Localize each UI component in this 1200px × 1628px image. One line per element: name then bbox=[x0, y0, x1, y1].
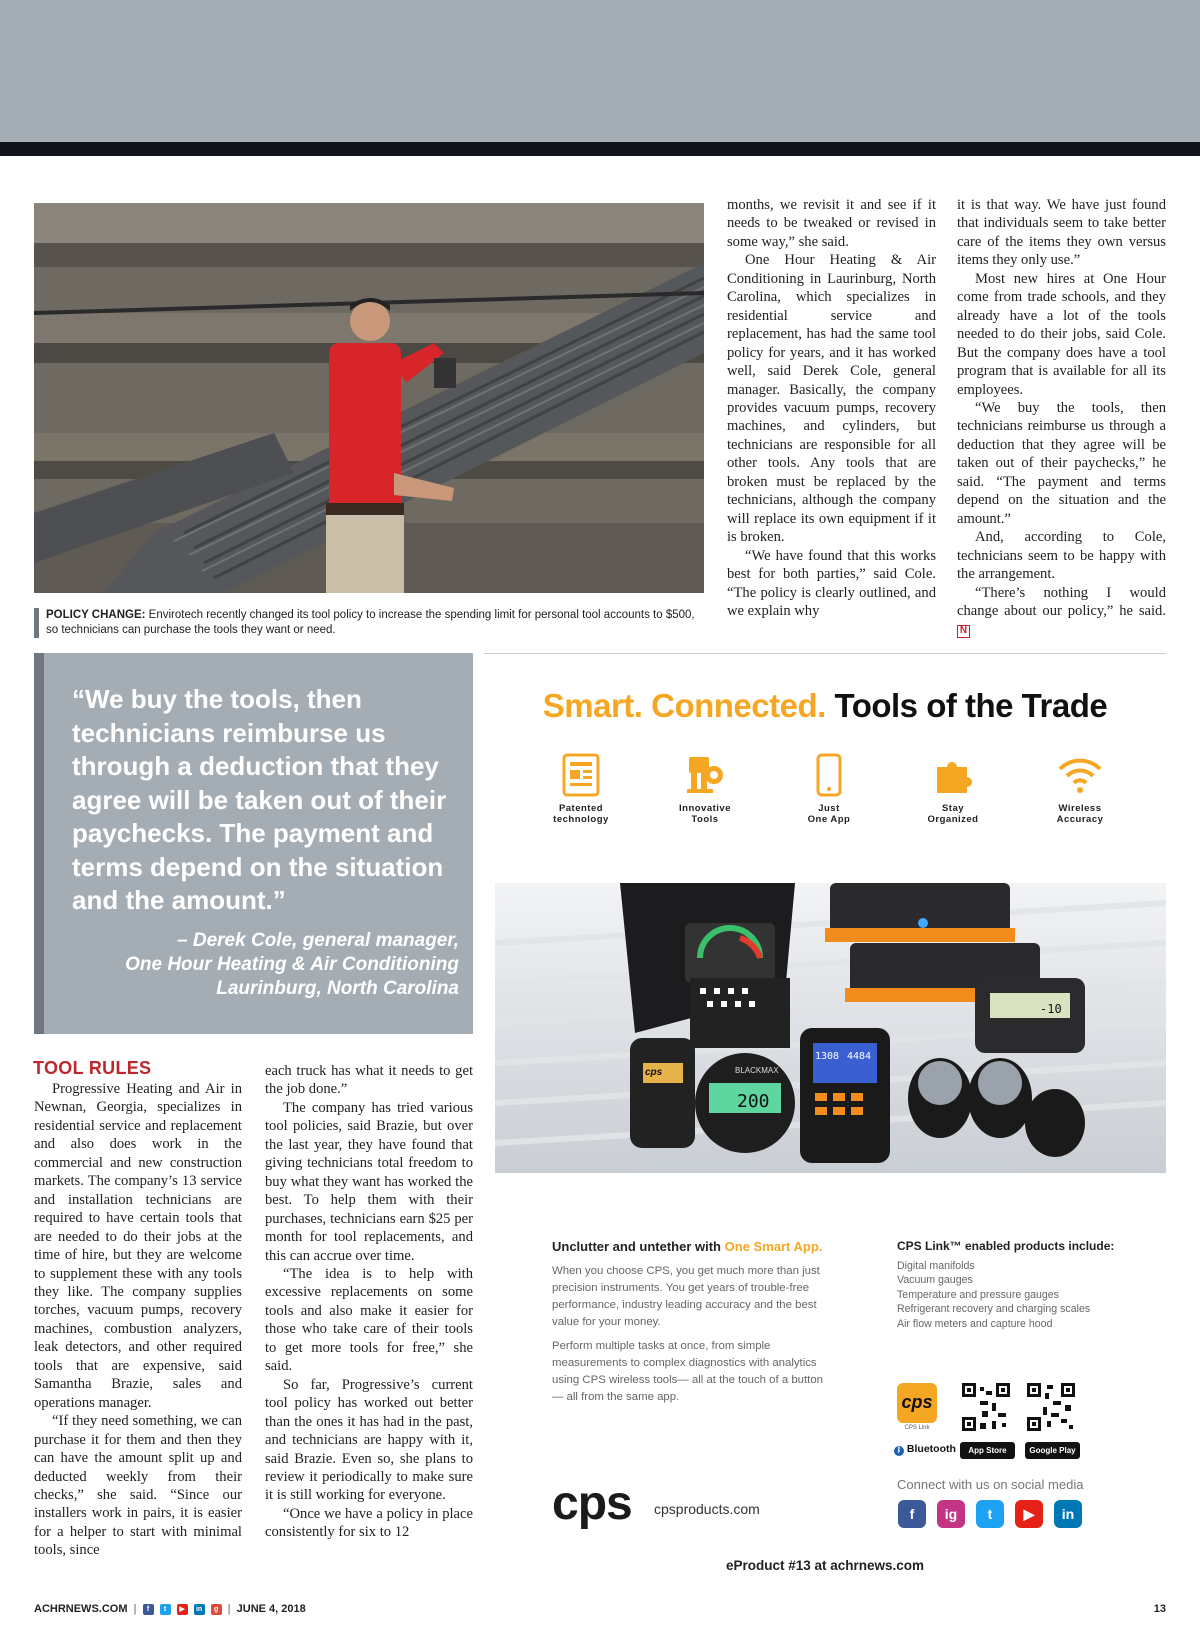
paragraph: Most new hires at One Hour come from trade schools, and they already have a lot of the tools needed to do their jobs, said Cole. But the company does have a tool program that is available for all its employees. bbox=[957, 270, 1166, 398]
article-column-3 bbox=[727, 196, 936, 620]
article-column-1 bbox=[34, 1080, 242, 1560]
paragraph: And, according to Cole, technicians seem to be happy with the arrangement. bbox=[957, 529, 1166, 583]
headline-main: Tools of the Trade bbox=[834, 687, 1108, 724]
eproduct-link[interactable]: eProduct #13 at achrnews.com bbox=[725, 1558, 925, 1573]
gauge-small-reading: -10 bbox=[1040, 1002, 1062, 1016]
footer-divider: | bbox=[133, 1603, 137, 1615]
list-item: Air flow meters and capture hood bbox=[897, 1317, 1053, 1330]
feature-line: technology bbox=[553, 814, 609, 825]
feature-app bbox=[774, 753, 884, 825]
wifi-icon bbox=[1056, 753, 1104, 797]
ad-body-1: When you choose CPS, you get much more than just precision instruments. You get years of trouble-free performance, industry leading accuracy and the best value for your money. bbox=[552, 1265, 820, 1328]
paragraph bbox=[957, 584, 1166, 639]
caption-label: POLICY CHANGE: bbox=[46, 609, 146, 621]
feature-line: Innovative bbox=[679, 803, 731, 814]
paragraph: months, we revisit it and see if it needs to be tweaked or revised in some way,” she said. bbox=[727, 197, 936, 250]
manifold-reading-1: 1308 bbox=[815, 1051, 840, 1062]
puzzle-icon bbox=[931, 753, 975, 797]
article-column-4 bbox=[957, 196, 1166, 639]
cps-logo: cps bbox=[552, 1477, 632, 1530]
linkedin-icon[interactable]: in bbox=[194, 1604, 205, 1615]
list-item: Refrigerant recovery and charging scales bbox=[897, 1303, 1091, 1316]
list-title: CPS Link™ enabled products include: bbox=[897, 1239, 1115, 1253]
manifold-reading-2: 4484 bbox=[847, 1051, 872, 1062]
pull-quote-box bbox=[34, 653, 473, 1034]
app-store-badge[interactable]: App Store bbox=[960, 1442, 1015, 1459]
paragraph: it is that way. We have just found that individuals seem to take better care of the items they own versus items they only use.” bbox=[957, 197, 1166, 269]
article-photo bbox=[34, 203, 704, 593]
product-lineup-image bbox=[495, 883, 1166, 1173]
tools-icon bbox=[683, 753, 727, 797]
feature-line: Organized bbox=[927, 814, 979, 825]
paragraph: “If they need something, we can purchase it for them and then they can have the amount split up and deducted weekly from their checks,” she said. “Since our installers work in pairs, it is easier for a helper to start with minimal tools, since bbox=[34, 1413, 242, 1559]
qr-code-app-store[interactable] bbox=[962, 1383, 1010, 1431]
attribution-line: – Derek Cole, general manager, bbox=[177, 930, 459, 951]
subhead-main: Unclutter and untether with bbox=[552, 1239, 721, 1254]
pull-quote-attribution bbox=[59, 929, 459, 1001]
list-item: Vacuum gauges bbox=[897, 1274, 973, 1287]
ad-top-rule bbox=[484, 653, 1166, 654]
twitter-icon[interactable]: t bbox=[976, 1500, 1004, 1528]
paragraph: “The idea is to help with excessive replacements on some tools and also make it easier for those who take care of their tools to get more tools for free,” she said. bbox=[265, 1265, 473, 1375]
youtube-icon[interactable]: ▶ bbox=[177, 1604, 188, 1615]
qr-code-google-play[interactable] bbox=[1027, 1383, 1075, 1431]
google-plus-icon[interactable]: g bbox=[211, 1604, 222, 1615]
feature-wireless bbox=[1025, 753, 1135, 825]
caption-text: Envirotech recently changed its tool policy to increase the spending limit for personal tool accounts to $500, so technicians can purchase the tools they want or need. bbox=[46, 609, 695, 636]
gauge-reading: 200 bbox=[737, 1091, 770, 1112]
social-label: Connect with us on social media bbox=[897, 1477, 1084, 1492]
end-mark: N bbox=[957, 625, 970, 638]
cps-link-list bbox=[897, 1239, 1157, 1331]
footer-divider: | bbox=[227, 1603, 231, 1615]
paragraph: “We have found that this works best for both parties,” said Cole. “The policy is clearly outlined, and we explain why bbox=[727, 547, 936, 619]
feature-line: Just bbox=[818, 803, 840, 814]
facebook-icon[interactable]: f bbox=[143, 1604, 154, 1615]
article-column-2 bbox=[265, 1062, 473, 1542]
photo-caption bbox=[34, 608, 704, 638]
header-rule bbox=[0, 142, 1200, 156]
paragraph: Progressive Heating and Air in Newnan, Georgia, specializes in residential service and replacement and also does work in the commercial and new construction markets. The company’s 13 service and installation technicians are required to have certain tools that are needed to do their jobs at the time of hire, but they are welcome to supplement these with any tools they like. The company supplies torches, vacuum pumps, recovery machines, combustion analyzers, leak detectors, and other required tools that are expensive, said Samantha Brazie, sales and operations manager. bbox=[34, 1081, 242, 1411]
pull-quote-bar bbox=[34, 653, 44, 1034]
badge-caption: CPS Link bbox=[904, 1425, 930, 1431]
paragraph: each truck has what it needs to get the job done.” bbox=[265, 1063, 473, 1098]
paragraph: The company has tried various tool policies, said Brazie, but over the last year, they have found that giving technicians total freedom to buy what they want has worked the best. To help them with their purchases, technicians earn $25 per month for tool replacements, and this can accrue over time. bbox=[265, 1099, 473, 1264]
device-model: BLACKMAX bbox=[735, 1066, 779, 1075]
ad-subheading bbox=[552, 1239, 852, 1254]
youtube-icon[interactable]: ▶ bbox=[1015, 1500, 1043, 1528]
ad-headline bbox=[484, 687, 1166, 725]
feature-line: Wireless bbox=[1058, 803, 1102, 814]
header-band bbox=[0, 0, 1200, 142]
list-item: Digital manifolds bbox=[897, 1260, 975, 1272]
twitter-icon[interactable]: t bbox=[160, 1604, 171, 1615]
bluetooth-icon: ᛒ bbox=[894, 1446, 904, 1456]
pull-quote-text: “We buy the tools, then technicians reimburse us through a deduction that they agree will be taken out of their paychecks. The payment and terms depend on the situation and the amount.” bbox=[72, 684, 447, 915]
feature-line: Tools bbox=[691, 814, 719, 825]
closing-quote: “There’s nothing I would change about our policy,” he said. bbox=[957, 584, 1166, 619]
feature-organized bbox=[898, 753, 1008, 825]
ad-body-2: Perform multiple tasks at once, from simple measurements to complex diagnostics with analytics using CPS wireless tools— all at the touch of a button— all from the same app. bbox=[552, 1340, 823, 1403]
google-play-badge[interactable]: Google Play bbox=[1025, 1442, 1080, 1459]
paragraph: “We buy the tools, then technicians reimburse us through a deduction that they agree will be taken out of their paychecks,” he said. “The payment and terms depend on the situation and the amount.” bbox=[957, 399, 1166, 527]
bluetooth-logo bbox=[894, 1443, 956, 1456]
linkedin-icon[interactable]: in bbox=[1054, 1500, 1082, 1528]
feature-line: Stay bbox=[941, 803, 965, 814]
paragraph: One Hour Heating & Air Conditioning in Laurinburg, North Carolina, which specializes in residential service and replacement, has had the same tool policy for years, and it has worked well, said Derek Cole, general manager. Basically, the company provides vacuum pumps, recovery machines, and cylinders, but technicians are responsible for all other tools. Any tools that are broken must be replaced by the technicians, although the company will replace its own equipment if it is broken. bbox=[727, 252, 936, 546]
cps-url[interactable]: cpsproducts.com bbox=[654, 1501, 760, 1517]
facebook-icon[interactable]: f bbox=[898, 1500, 926, 1528]
feature-line: Patented bbox=[558, 803, 604, 814]
bluetooth-label: Bluetooth bbox=[906, 1443, 956, 1455]
cps-advertisement[interactable] bbox=[484, 653, 1166, 1591]
footer-site[interactable]: ACHRNEWS.COM bbox=[34, 1603, 128, 1615]
attribution-line: Laurinburg, North Carolina bbox=[216, 978, 459, 999]
footer-left bbox=[34, 1603, 306, 1615]
paragraph: So far, Progressive’s current tool policy has worked out better than the ones it has had in the past, and technicians are happy with it, said Brazie. Even so, she plans to review it periodically to make sure it is still working for everyone. bbox=[265, 1376, 473, 1504]
feature-line: Accuracy bbox=[1056, 814, 1104, 825]
page-number: 13 bbox=[1153, 1603, 1166, 1615]
cps-link-badge: cps bbox=[897, 1383, 937, 1423]
feature-line: One App bbox=[807, 814, 851, 825]
subhead-highlight: One Smart App. bbox=[724, 1239, 823, 1254]
feature-patented bbox=[526, 753, 636, 825]
device-brand: cps bbox=[645, 1067, 663, 1078]
section-heading: TOOL RULES bbox=[33, 1058, 152, 1078]
phone-icon bbox=[814, 753, 844, 797]
feature-tools bbox=[650, 753, 760, 825]
paragraph: “Once we have a policy in place consistently for six to 12 bbox=[265, 1505, 473, 1541]
attribution-line: One Hour Heating & Air Conditioning bbox=[125, 954, 459, 975]
footer-date: JUNE 4, 2018 bbox=[236, 1603, 306, 1615]
document-icon bbox=[561, 753, 601, 797]
list-item: Temperature and pressure gauges bbox=[897, 1288, 1059, 1301]
instagram-icon[interactable]: ig bbox=[937, 1500, 965, 1528]
headline-highlight: Smart. Connected. bbox=[542, 687, 826, 724]
